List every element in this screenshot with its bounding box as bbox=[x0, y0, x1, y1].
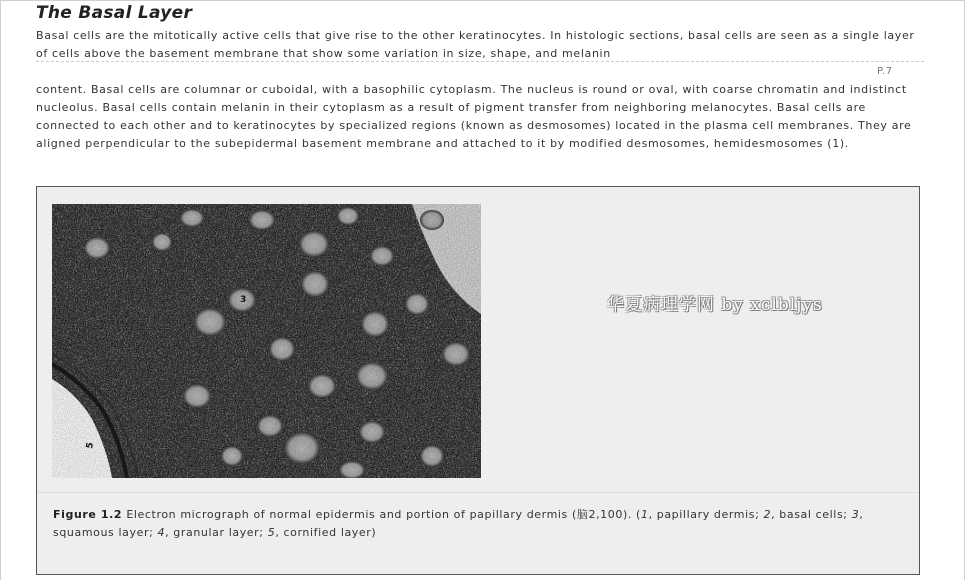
caption-item-text-4: , granular layer; bbox=[165, 526, 268, 539]
caption-item-num-1: 1 bbox=[640, 508, 649, 521]
paragraph-2: content. Basal cells are columnar or cuboidal, with a basophilic cytoplasm. The nucleus is round or oval, with coarse chromatin and indistinct nucleolus. Basal cells contain melanin in their cytoplasm as a result of pigment transfer from neighboring melanocytes. Basal cells are connected to each other and to keratinocytes by specialized regions (known as desmosomes) located in the plasma cell membranes. They are aligned perpendicular to the subepidermal basement membrane and attached to it by modified desmosomes, hemidesmosomes (1). bbox=[36, 83, 912, 150]
caption-item-num-4: 4 bbox=[157, 526, 166, 539]
section-title: The Basal Layer bbox=[36, 3, 193, 23]
page-number-marker: P.7 bbox=[877, 66, 893, 77]
watermark-text: 华夏病理学网 by xclbljys bbox=[607, 295, 823, 315]
figure-caption bbox=[53, 506, 903, 542]
caption-item-text-1: , papillary dermis; bbox=[648, 508, 764, 521]
caption-item-text-3: , squamous layer; bbox=[53, 508, 864, 539]
caption-item-text-5: , cornified layer) bbox=[275, 526, 377, 539]
page-break-divider bbox=[36, 61, 924, 62]
micrograph-label-5: 5 bbox=[85, 441, 97, 450]
paragraph-1: Basal cells are the mitotically active cells that give rise to the other keratinocytes. In histologic sections, basal cells are seen as a single layer of cells above the basement membrane that show some variation in size, shape, and melanin bbox=[36, 29, 915, 60]
figure-box bbox=[36, 186, 920, 575]
figure-label: Figure 1.2 bbox=[53, 508, 123, 521]
caption-item-text-2: , basal cells; bbox=[771, 508, 852, 521]
caption-main: Electron micrograph of normal epidermis and portion of papillary dermis (脑2,100). ( bbox=[126, 508, 641, 521]
micrograph-label-3: 3 bbox=[240, 295, 247, 305]
figure-caption-divider bbox=[37, 492, 919, 493]
caption-item-num-3: 3 bbox=[851, 508, 860, 521]
caption-item-num-2: 2 bbox=[763, 508, 772, 521]
caption-item-num-5: 5 bbox=[267, 526, 276, 539]
electron-micrograph-image bbox=[52, 204, 481, 478]
